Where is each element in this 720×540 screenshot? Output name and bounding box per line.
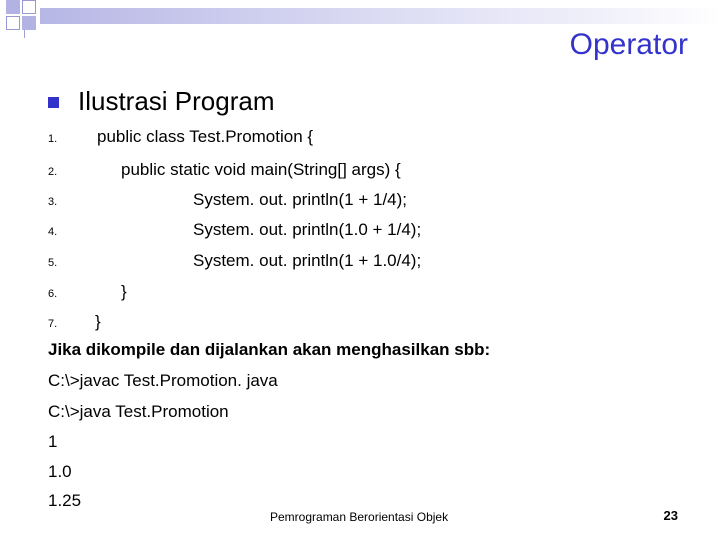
line-number: 6. bbox=[48, 288, 58, 300]
code-text: System. out. println(1 + 1.0/4); bbox=[193, 251, 422, 270]
code-line bbox=[0, 220, 720, 242]
program-output: 1.25 bbox=[48, 491, 82, 510]
line-number: 3. bbox=[48, 196, 58, 208]
code-text: public class Test.Promotion { bbox=[97, 127, 314, 146]
code-line bbox=[0, 127, 720, 149]
page-number: 23 bbox=[663, 508, 678, 523]
line-number: 1. bbox=[48, 133, 58, 145]
slide-heading: Ilustrasi Program bbox=[78, 86, 275, 116]
code-line bbox=[0, 282, 720, 304]
bullet-square-icon bbox=[48, 97, 59, 108]
line-number: 2. bbox=[48, 166, 58, 178]
header-decoration-bar bbox=[40, 8, 720, 24]
header-square bbox=[6, 16, 20, 30]
header-line bbox=[24, 30, 25, 38]
code-text: System. out. println(1.0 + 1/4); bbox=[193, 220, 422, 239]
code-text: public static void main(String[] args) { bbox=[121, 160, 401, 179]
code-line bbox=[0, 190, 720, 212]
command-line: C:\>javac Test.Promotion. java bbox=[48, 371, 278, 390]
code-text: } bbox=[121, 282, 127, 301]
line-number: 4. bbox=[48, 226, 58, 238]
code-line bbox=[0, 160, 720, 182]
slide-title: Operator bbox=[569, 28, 688, 61]
code-text: System. out. println(1 + 1/4); bbox=[193, 190, 408, 209]
program-output: 1.0 bbox=[48, 462, 72, 481]
code-line bbox=[0, 251, 720, 273]
line-number: 5. bbox=[48, 257, 58, 269]
footer-text: Pemrograman Berorientasi Objek bbox=[270, 510, 449, 524]
code-text: } bbox=[95, 312, 101, 331]
program-output: 1 bbox=[48, 432, 58, 451]
description-text: Jika dikompile dan dijalankan akan menghasilkan sbb: bbox=[48, 340, 491, 359]
command-line: C:\>java Test.Promotion bbox=[48, 402, 229, 421]
header-square bbox=[22, 16, 36, 30]
header-square bbox=[6, 0, 20, 14]
code-line bbox=[0, 312, 720, 334]
line-number: 7. bbox=[48, 318, 58, 330]
header-square bbox=[22, 0, 36, 14]
